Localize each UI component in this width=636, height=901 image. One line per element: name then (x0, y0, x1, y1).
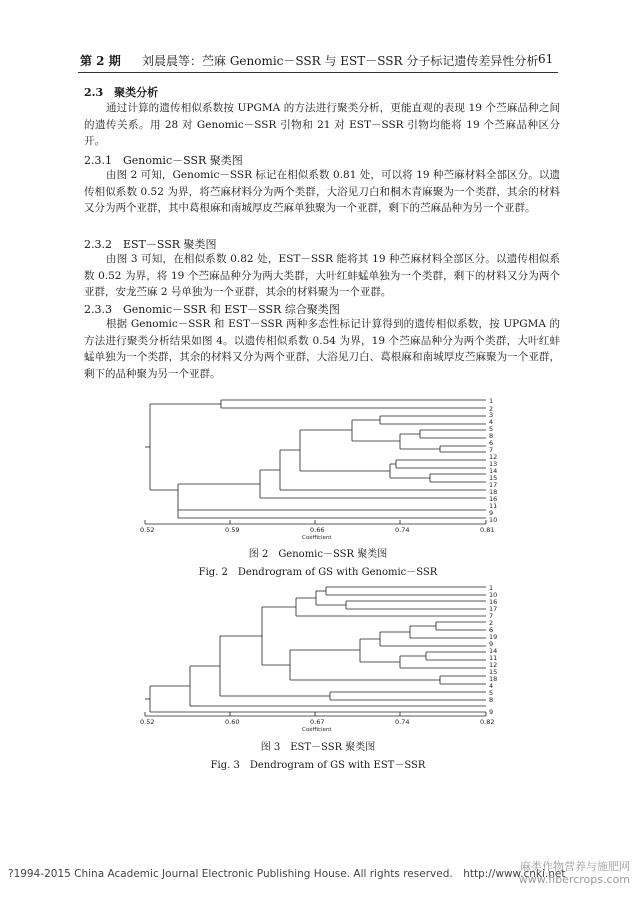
fig3-leaf-label: 6 (489, 626, 494, 634)
fig2-leaf-label: 18 (489, 488, 498, 496)
figure-3-caption-en: Fig. 3 Dendrogram of GS with EST－SSR (210, 760, 426, 771)
copyright-footer: ?1994-2015 China Academic Journal Electronic Publishing House. All rights reserved. http://www.cnki.net (8, 868, 566, 880)
section-heading-2-3-2: 2.3.2 EST－SSR 聚类图 (84, 238, 217, 251)
fig3-leaf-label: 15 (489, 668, 498, 676)
figure-2-caption-cn: 图 2 Genomic－SSR 聚类图 (248, 549, 388, 560)
fig2-tick-label: 0.81 (480, 526, 495, 534)
fig2-leaf-label: 6 (489, 439, 494, 447)
figure-2-caption-en: Fig. 2 Dendrogram of GS with Genomic－SSR (198, 567, 438, 578)
fig3-leaf-label: 19 (489, 633, 498, 641)
fig2-leaf-label: 17 (489, 481, 498, 489)
fig2-leaf-label: 16 (489, 495, 498, 503)
fig2-tick-label: 0.52 (140, 526, 155, 534)
fig2-leaf-label: 9 (489, 509, 494, 517)
fig2-leaf-label: 15 (489, 474, 498, 482)
fig3-leaf-label: 4 (489, 682, 494, 690)
fig2-leaf-label: 7 (489, 446, 494, 454)
running-title: 刘晨晨等：苎麻 Genomic－SSR 与 EST－SSR 分子标记遗传差异性分析 (142, 54, 539, 68)
figure-3-caption-cn: 图 3 EST－SSR 聚类图 (260, 742, 376, 753)
fig2-leaf-label: 4 (489, 418, 494, 426)
fig3-tick-label: 0.74 (395, 718, 410, 726)
fig2-tick-label: 0.59 (225, 526, 240, 534)
fig3-leaf-label: 11 (489, 654, 498, 662)
fig3-leaf-label: 9 (489, 708, 494, 716)
fig3-leaf-label: 14 (489, 647, 498, 655)
fig3-leaf-label: 12 (489, 661, 498, 669)
fig3-tick-label: 0.82 (480, 718, 495, 726)
watermark-line-1: 麻类作物营养与施肥网 (520, 860, 630, 873)
paragraph-2-3: 通过计算的遗传相似系数按 UPGMA 的方法进行聚类分析，更能直观的表现 19 个苎麻品种之间的遗传关系。用 28 对 Genomic－SSR 引物和 21 对 EST－SSR 引物均能将 19 个苎麻品种区分开。 (84, 102, 560, 147)
fig3-tick-label: 0.60 (225, 718, 240, 726)
fig3-leaf-label: 5 (489, 689, 494, 697)
section-heading-2-3-3: 2.3.3 Genomic－SSR 和 EST－SSR 综合聚类图 (84, 303, 340, 316)
watermark (519, 860, 630, 886)
fig3-leaf-label: 18 (489, 675, 498, 683)
fig3-leaf-label: 17 (489, 605, 498, 613)
fig3-leaf-label: 7 (489, 612, 494, 620)
fig2-leaf-label: 12 (489, 453, 498, 461)
fig3-leaf-label: 8 (489, 696, 494, 704)
paragraph-2-3-1: 由图 2 可知，Genomic－SSR 标记在相似系数 0.81 处，可以将 19 种苎麻材料全部区分。以遗传相似系数 0.52 为界，将苎麻材料分为两个类群，大浴见刀白和桐木青麻聚为一个类群，其余的材料又分为两个亚群，其中葛根麻和南城厚皮苎麻单独聚为一个亚群，剩下的苎麻品种为另一个亚群。 (84, 169, 560, 214)
fig2-leaf-label: 10 (489, 516, 498, 524)
fig2-axis-label: Coefficient (302, 535, 332, 541)
fig3-axis-label: Coefficient (302, 727, 332, 733)
fig3-tick-label: 0.67 (310, 718, 325, 726)
page-number: 61 (538, 52, 554, 66)
issue-number: 第 2 期 (80, 54, 121, 68)
fig2-leaf-label: 14 (489, 467, 498, 475)
paragraph-2-3-2: 由图 3 可知，在相似系数 0.82 处，EST－SSR 能将其 19 种苎麻材料全部区分。以遗传相似系数 0.52 为界，将 19 个苎麻品种分为两大类群，大叶红蚌蜢单独为一个类群，剩下的材料又分为两个亚群，安龙苎麻 2 号单独为一个亚群，其余的材料聚为一个亚群。 (84, 253, 560, 298)
fig2-leaf-label: 5 (489, 425, 494, 433)
fig3-tick-label: 0.52 (140, 718, 155, 726)
fig3-leaf-label: 10 (489, 591, 498, 599)
fig2-leaf-label: 3 (489, 411, 494, 419)
fig3-leaf-label: 16 (489, 598, 498, 606)
paragraph-2-3-3: 根据 Genomic－SSR 和 EST－SSR 两种多态性标记计算得到的遗传相似系数，按 UPGMA 的方法进行聚类分析结果如图 4。以遗传相似系数 0.54 为界，19 个苎麻品种分为两个类群，大叶红蚌蜢单独为一个类群，其余的材料又分为两个亚群，大浴见刀白、葛根麻和南城厚皮苎麻聚为一个亚群，剩下的品种聚为另一个亚群。 (84, 318, 560, 380)
fig2-leaf-label: 8 (489, 432, 494, 440)
fig3-leaf-label: 2 (489, 619, 494, 627)
section-heading-2-3: 2.3 聚类分析 (84, 86, 159, 99)
fig3-leaf-label: 9 (489, 640, 494, 648)
fig2-tick-label: 0.74 (395, 526, 410, 534)
watermark-line-2: www.fibercrops.com (518, 873, 630, 886)
fig2-leaf-label: 11 (489, 502, 498, 510)
fig3-leaf-label: 1 (489, 584, 494, 592)
fig2-leaf-label: 2 (489, 405, 494, 413)
fig2-leaf-label: 13 (489, 460, 498, 468)
fig2-leaf-label: 1 (489, 397, 494, 405)
section-heading-2-3-1: 2.3.1 Genomic－SSR 聚类图 (84, 154, 243, 167)
fig2-tick-label: 0.66 (310, 526, 325, 534)
